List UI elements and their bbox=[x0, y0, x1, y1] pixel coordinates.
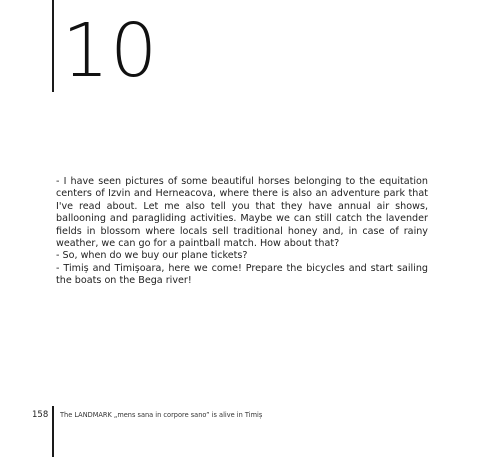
dialogue-text-block bbox=[56, 176, 428, 288]
paragraph: - So, when do we buy our plane tickets? bbox=[56, 250, 248, 262]
paragraph: - I have seen pictures of some beautiful horses belonging to the equitation centers of Izvin and Herneacova, where there is also an adventure park that I've read about. Let me also tell you that they have annual air shows, ballooning and paragliding activities. Maybe we can still catch the lavender fields in blossom where locals sell traditional honey and, in case of rainy weather, we can go for a paintball match. How about that? bbox=[56, 176, 428, 250]
chapter-number: 10 bbox=[62, 8, 159, 94]
paragraph: - Timiș and Timișoara, here we come! Prepare the bicycles and start sailing the boats on the Bega river! bbox=[56, 262, 428, 287]
running-footer-title: The LANDMARK „mens sana in corpore sano” is alive in Timiș bbox=[60, 411, 263, 419]
footer-vertical-rule bbox=[52, 406, 54, 457]
top-vertical-rule bbox=[52, 0, 54, 92]
page-number: 158 bbox=[32, 410, 49, 420]
